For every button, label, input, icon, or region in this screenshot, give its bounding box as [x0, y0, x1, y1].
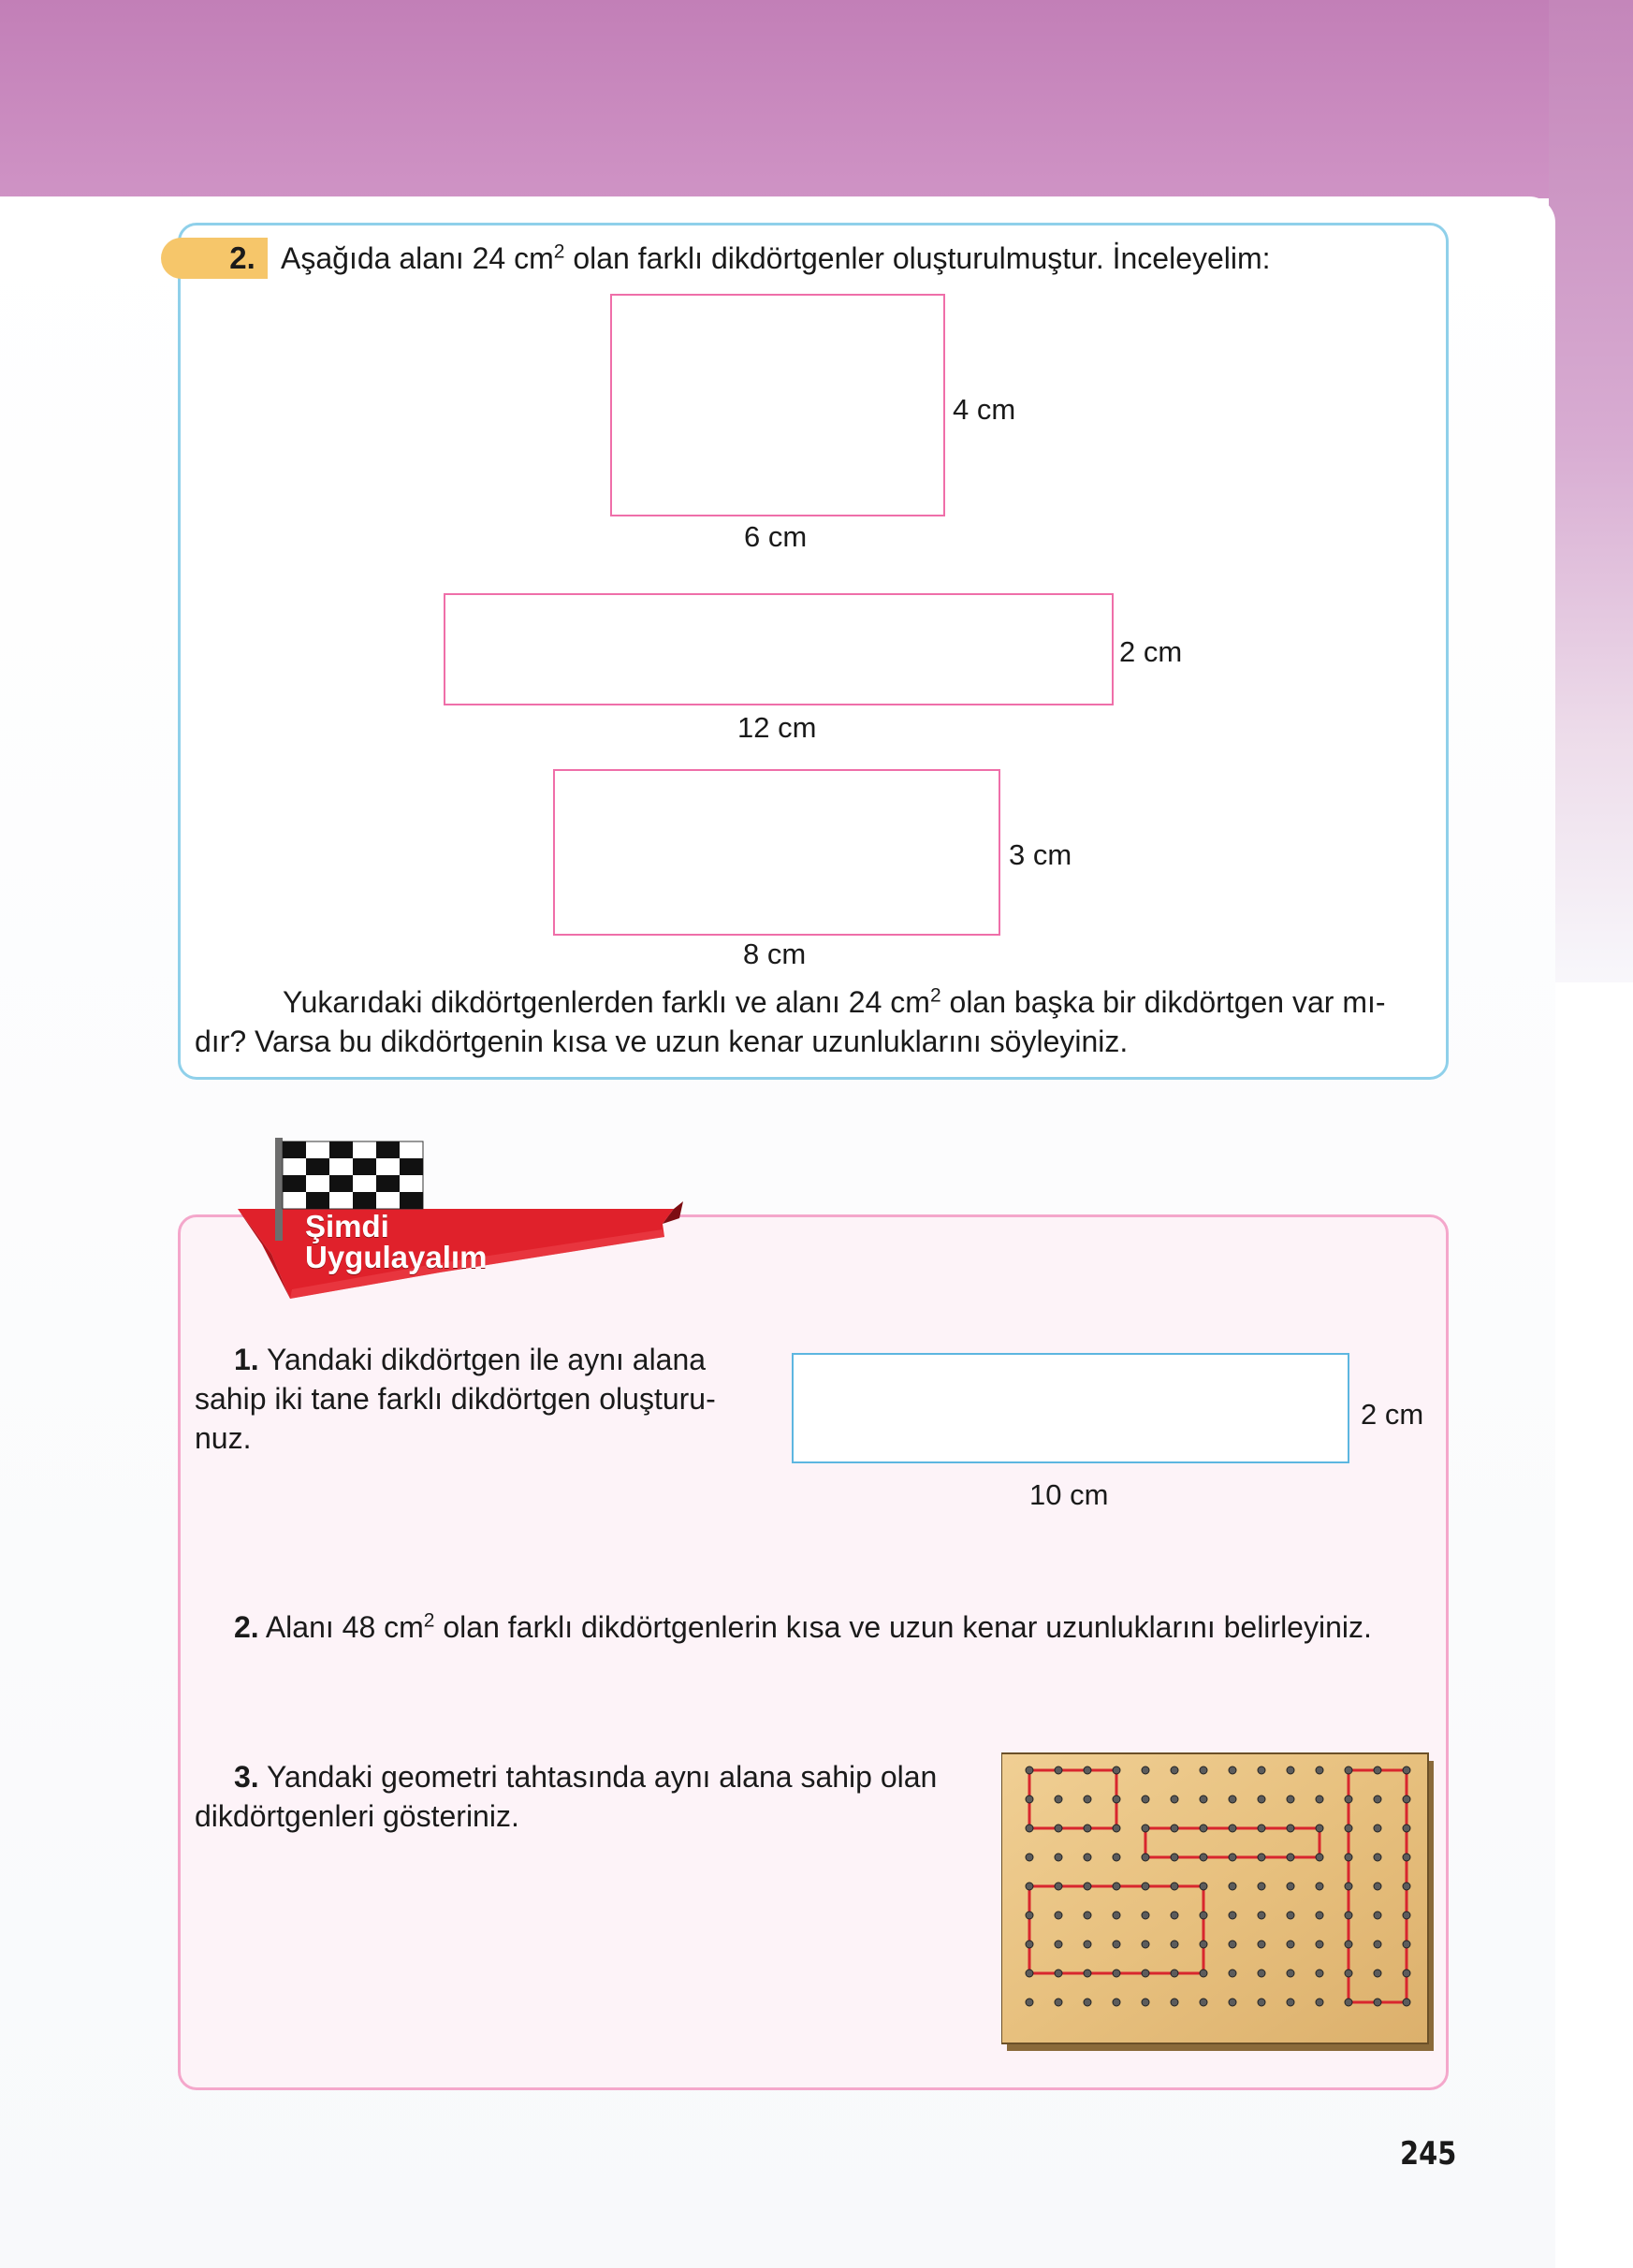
geoboard-peg — [1142, 1883, 1149, 1890]
geoboard-peg — [1055, 1970, 1062, 1977]
geoboard-peg — [1171, 1796, 1178, 1803]
geoboard-peg — [1026, 1854, 1033, 1861]
geoboard-peg — [1316, 1766, 1323, 1774]
geoboard-peg — [1316, 1941, 1323, 1948]
geoboard-peg — [1403, 1766, 1410, 1774]
ex1-width-label: 10 cm — [1029, 1478, 1109, 1511]
geoboard-peg — [1084, 1941, 1091, 1948]
geoboard-peg — [1142, 1999, 1149, 2006]
geoboard-peg — [1055, 1796, 1062, 1803]
checkered-flag-icon — [283, 1141, 423, 1209]
geoboard-peg — [1316, 1999, 1323, 2006]
geoboard-peg — [1258, 1854, 1265, 1861]
geoboard-peg — [1113, 1912, 1120, 1919]
geoboard-peg — [1055, 1941, 1062, 1948]
geoboard-peg — [1316, 1854, 1323, 1861]
geoboard-peg — [1113, 1766, 1120, 1774]
geoboard-peg — [1200, 1970, 1207, 1977]
geoboard-peg — [1345, 1912, 1352, 1919]
geoboard-peg — [1026, 1883, 1033, 1890]
geoboard-peg — [1200, 1883, 1207, 1890]
geoboard-peg — [1287, 1999, 1294, 2006]
exercise-2-text: 2. Alanı 48 $cm^2$ olan farklı dikdörtgenlerin kısa ve uzun kenar uzunluklarını belirleyiniz. — [234, 1609, 1372, 1644]
banner-title-line2: Uygulayalım — [305, 1240, 488, 1274]
exercise-3-text: 3. Yandaki geometri tahtasında aynı alana sahip olan dikdörtgenleri gösteriniz. — [195, 1760, 938, 1833]
geoboard-peg — [1084, 1999, 1091, 2006]
geoboard-peg — [1200, 1941, 1207, 1948]
rect3-width-label: 8 cm — [743, 938, 807, 970]
geoboard-peg — [1345, 1766, 1352, 1774]
geoboard-image — [1001, 1752, 1434, 2051]
geoboard-peg — [1084, 1970, 1091, 1977]
geoboard-peg — [1084, 1825, 1091, 1832]
geoboard-peg — [1229, 1970, 1236, 1977]
geoboard-peg — [1200, 1912, 1207, 1919]
geoboard-peg — [1258, 1999, 1265, 2006]
geoboard-peg — [1345, 1854, 1352, 1861]
geoboard-peg — [1374, 1941, 1381, 1948]
geoboard-peg — [1113, 1854, 1120, 1861]
geoboard-peg — [1142, 1912, 1149, 1919]
geoboard-peg — [1403, 1796, 1410, 1803]
rect2-height-label: 2 cm — [1119, 635, 1183, 668]
geoboard-peg — [1026, 1796, 1033, 1803]
geoboard-peg — [1142, 1970, 1149, 1977]
geoboard-peg — [1287, 1883, 1294, 1890]
geoboard-peg — [1403, 1912, 1410, 1919]
rectangle-8x3 — [553, 769, 1000, 936]
geoboard-peg — [1374, 1883, 1381, 1890]
geoboard-peg — [1287, 1766, 1294, 1774]
geoboard-peg — [1258, 1941, 1265, 1948]
geoboard-peg — [1084, 1912, 1091, 1919]
geoboard-peg — [1171, 1912, 1178, 1919]
geoboard-peg — [1403, 1883, 1410, 1890]
geoboard-peg — [1055, 1912, 1062, 1919]
geoboard-peg — [1374, 1766, 1381, 1774]
geoboard-peg — [1171, 1999, 1178, 2006]
geoboard-peg — [1287, 1854, 1294, 1861]
geoboard-peg — [1258, 1912, 1265, 1919]
geoboard-peg — [1229, 1883, 1236, 1890]
side-band — [1549, 0, 1633, 982]
geoboard-peg — [1055, 1766, 1062, 1774]
geoboard-peg — [1171, 1825, 1178, 1832]
geoboard-peg — [1345, 1970, 1352, 1977]
geoboard-peg — [1229, 1766, 1236, 1774]
geoboard-peg — [1403, 1825, 1410, 1832]
question-2-text: Aşağıda alanı 24 $cm^2$ olan farklı dikdörtgenler oluşturulmuştur. İnceleyelim: — [281, 240, 1271, 275]
ex1-height-label: 2 cm — [1361, 1398, 1424, 1431]
geoboard-peg — [1345, 1825, 1352, 1832]
geoboard-peg — [1374, 1796, 1381, 1803]
geoboard-peg — [1258, 1766, 1265, 1774]
geoboard-peg — [1229, 1796, 1236, 1803]
geoboard-peg — [1200, 1999, 1207, 2006]
geoboard-peg — [1374, 1999, 1381, 2006]
question-2-closing: Yukarıdaki dikdörtgenlerden farklı ve alanı 24 $cm^2$ olan başka bir dikdörtgen var mı- dır? Varsa bu dikdörtgenin kısa ve uzun kenar uzunluklarını söyleyiniz. — [195, 984, 1386, 1058]
rectangle-10x2 — [792, 1353, 1349, 1463]
geoboard-peg — [1345, 1999, 1352, 2006]
practice-banner — [234, 1132, 683, 1301]
geoboard-peg — [1026, 1999, 1033, 2006]
geoboard-peg — [1374, 1970, 1381, 1977]
geoboard-peg — [1113, 1999, 1120, 2006]
geoboard-peg — [1171, 1766, 1178, 1774]
geoboard-peg — [1403, 1999, 1410, 2006]
geoboard-peg — [1229, 1854, 1236, 1861]
geoboard-peg — [1055, 1999, 1062, 2006]
banner-title-line1: Şimdi — [305, 1209, 389, 1243]
geoboard-peg — [1345, 1883, 1352, 1890]
geoboard-peg — [1258, 1825, 1265, 1832]
geoboard-peg — [1229, 1941, 1236, 1948]
geoboard-peg — [1287, 1970, 1294, 1977]
geoboard-peg — [1084, 1766, 1091, 1774]
geoboard-peg — [1142, 1825, 1149, 1832]
geoboard-peg — [1026, 1766, 1033, 1774]
geoboard-peg — [1258, 1883, 1265, 1890]
geoboard-peg — [1258, 1796, 1265, 1803]
geoboard-peg — [1316, 1825, 1323, 1832]
geoboard-peg — [1055, 1883, 1062, 1890]
geoboard-peg — [1316, 1970, 1323, 1977]
geoboard-peg — [1200, 1766, 1207, 1774]
page-number: 245 — [1400, 2135, 1457, 2173]
rectangle-12x2 — [444, 593, 1114, 705]
geoboard-peg — [1084, 1796, 1091, 1803]
geoboard-peg — [1171, 1970, 1178, 1977]
geoboard-peg — [1142, 1854, 1149, 1861]
geoboard-peg — [1055, 1854, 1062, 1861]
geoboard-peg — [1142, 1796, 1149, 1803]
geoboard-peg — [1287, 1941, 1294, 1948]
geoboard-peg — [1113, 1883, 1120, 1890]
geoboard-peg — [1403, 1941, 1410, 1948]
rect1-height-label: 4 cm — [953, 393, 1016, 426]
geoboard-peg — [1171, 1941, 1178, 1948]
geoboard-peg — [1200, 1825, 1207, 1832]
rect3-height-label: 3 cm — [1009, 838, 1072, 871]
rect1-width-label: 6 cm — [744, 520, 808, 553]
geoboard-peg — [1287, 1825, 1294, 1832]
question-number: 2. — [229, 240, 255, 275]
geoboard-peg — [1026, 1825, 1033, 1832]
rectangle-6x4 — [610, 294, 945, 516]
geoboard-peg — [1026, 1970, 1033, 1977]
geoboard-peg — [1229, 1999, 1236, 2006]
geoboard-peg — [1113, 1941, 1120, 1948]
geoboard-peg — [1229, 1825, 1236, 1832]
geoboard-peg — [1055, 1825, 1062, 1832]
geoboard-peg — [1171, 1883, 1178, 1890]
geoboard-peg — [1113, 1796, 1120, 1803]
geoboard-peg — [1316, 1796, 1323, 1803]
geoboard-peg — [1374, 1854, 1381, 1861]
geoboard-peg — [1403, 1970, 1410, 1977]
geoboard-peg — [1142, 1941, 1149, 1948]
geoboard-peg — [1084, 1854, 1091, 1861]
geoboard-peg — [1374, 1825, 1381, 1832]
geoboard-peg — [1345, 1796, 1352, 1803]
exercise-1-text: 1. Yandaki dikdörtgen ile aynı alana sahip iki tane farklı dikdörtgen oluşturu- nuz. — [195, 1343, 716, 1455]
geoboard-peg — [1142, 1766, 1149, 1774]
geoboard-peg — [1084, 1883, 1091, 1890]
geoboard-peg — [1229, 1912, 1236, 1919]
geoboard-peg — [1200, 1796, 1207, 1803]
geoboard-peg — [1287, 1912, 1294, 1919]
rect2-width-label: 12 cm — [737, 711, 817, 744]
geoboard-peg — [1403, 1854, 1410, 1861]
geoboard-peg — [1316, 1883, 1323, 1890]
geoboard-peg — [1026, 1941, 1033, 1948]
geoboard-peg — [1113, 1970, 1120, 1977]
header-band — [0, 0, 1633, 198]
geoboard-peg — [1113, 1825, 1120, 1832]
geoboard-peg — [1171, 1854, 1178, 1861]
geoboard-peg — [1287, 1796, 1294, 1803]
geoboard-peg — [1200, 1854, 1207, 1861]
geoboard-peg — [1374, 1912, 1381, 1919]
geoboard-peg — [1316, 1912, 1323, 1919]
geoboard-peg — [1026, 1912, 1033, 1919]
geoboard-peg — [1258, 1970, 1265, 1977]
geoboard-peg — [1345, 1941, 1352, 1948]
